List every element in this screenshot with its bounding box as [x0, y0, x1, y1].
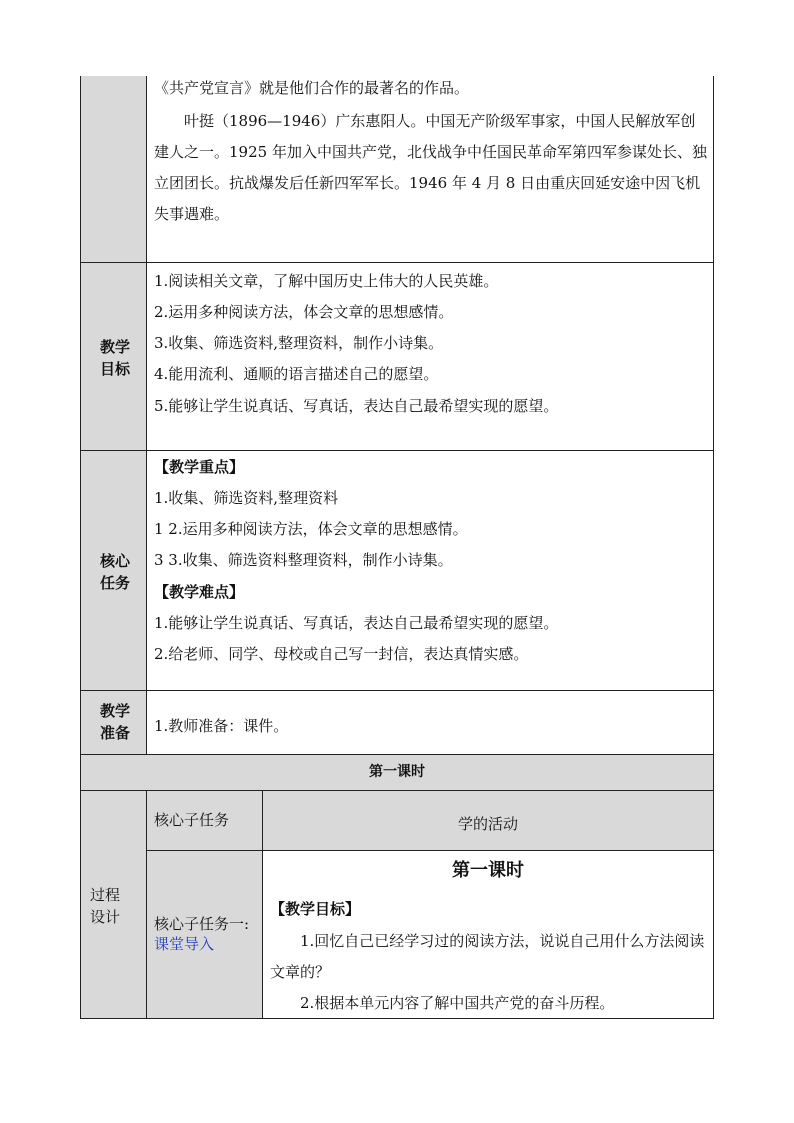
subtask-column-header: 核心子任务: [154, 811, 230, 829]
intro-paragraph: 叶挺（1896—1946）广东惠阳人。中国无产阶级军事家，中国人民解放军创建人之一。1925 年加入中国共产党，北伐战争中任国民革命军第四军参谋处长、独立团团长。抗战爆发后任新四军军长。1946 年 4 月 8 日由重庆回延安途中因飞机失事遇难。: [154, 112, 707, 223]
key-point-item: 3 3.收集、筛选资料整理资料，制作小诗集。: [154, 551, 453, 569]
rule-header-bottom: [146, 850, 714, 851]
rule-goals-top: [80, 262, 714, 263]
difficult-points-heading: 【教学难点】: [154, 583, 245, 601]
difficult-point-item: 2.给老师、同学、母校或自己写一封信，表达真情实感。: [154, 645, 529, 663]
lesson-band-title: 第一课时: [369, 764, 425, 780]
prep-label-1: 教学: [100, 702, 131, 720]
key-points-heading: 【教学重点】: [154, 458, 245, 476]
goal-item: 2.运用多种阅读方法，体会文章的思想感情。: [154, 303, 454, 321]
core-label-2: 任务: [100, 574, 131, 592]
rule-prep-top: [80, 690, 714, 691]
goals-label-2: 目标: [100, 360, 131, 378]
key-point-item: 1 2.运用多种阅读方法，体会文章的思想感情。: [154, 520, 468, 538]
activity-goal-2: 2.根据本单元内容了解中国共产党的奋斗历程。: [300, 994, 615, 1012]
border-left: [80, 76, 81, 1019]
rule-table-bottom: [80, 1018, 714, 1019]
rule-core-top: [80, 450, 714, 451]
process-label-1: 过程: [90, 886, 121, 904]
divider-label-lower: [146, 790, 147, 1019]
goal-item: 5.能够让学生说真话、写真话，表达自己最希望实现的愿望。: [154, 397, 559, 415]
core-label-1: 核心: [100, 552, 131, 570]
activity-column-header: 学的活动: [457, 815, 518, 833]
intro-line-1: 《共产党宣言》就是他们合作的最著名的作品。: [154, 79, 470, 97]
difficult-point-item: 1.能够让学生说真话、写真话，表达自己最希望实现的愿望。: [154, 614, 559, 632]
goal-item: 4.能用流利、通顺的语言描述自己的愿望。: [154, 365, 439, 383]
process-label-2: 设计: [90, 908, 121, 926]
goal-item: 3.收集、筛选资料,整理资料，制作小诗集。: [154, 334, 444, 352]
goals-label-1: 教学: [100, 338, 131, 356]
prep-label-2: 准备: [100, 724, 131, 742]
left-column-bg-1: [80, 76, 146, 690]
rule-band-top: [80, 754, 714, 755]
prep-text: 1.教师准备：课件。: [154, 717, 289, 735]
activity-goal-1: 1.回忆自己已经学习过的阅读方法，说说自己用什么方法阅读文章的？: [270, 932, 705, 981]
subtask-prefix: 核心子任务一:: [154, 915, 250, 933]
subtask-link-classroom-intro[interactable]: 课堂导入: [154, 935, 215, 953]
activity-lesson-title: 第一课时: [452, 860, 524, 881]
key-point-item: 1.收集、筛选资料,整理资料: [154, 489, 339, 507]
divider-label: [146, 76, 147, 754]
activity-goal-heading: 【教学目标】: [270, 900, 361, 918]
rule-band-bottom: [80, 790, 714, 791]
goal-item: 1.阅读相关文章，了解中国历史上伟大的人民英雄。: [154, 272, 499, 290]
